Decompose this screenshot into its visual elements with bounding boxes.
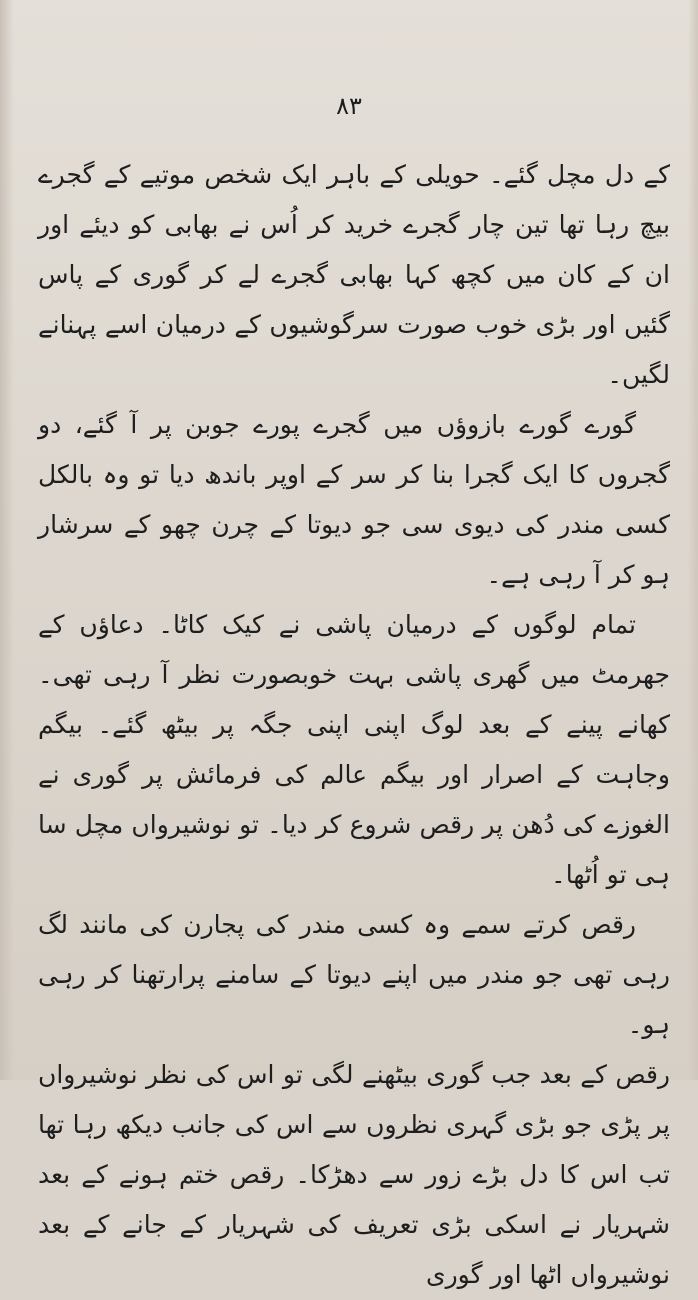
page-number: ۸۳: [336, 92, 362, 120]
paragraph-1: کے دل مچل گئے۔ حویلی کے باہر ایک شخص موتیے کے گجرے بیچ رہا تھا تین چار گجرے خرید کر اُس نے بھابی کو دیئے اور ان کے کان میں کچھ کہا بھابی گجرے لے کر گوری کے پاس گئیں اور بڑی خوب صورت سرگوشیوں کے درمیان اسے پہنانے لگیں۔: [38, 160, 670, 389]
page-body-text: [38, 150, 670, 1300]
paragraph-4: رقص کرتے سمے وہ کسی مندر کی پجارن کی مانند لگ رہی تھی جو مندر میں اپنے دیوتا کے سامنے پرارتھنا کر رہی ہو۔: [38, 910, 670, 1039]
paragraph-2: گورے گورے بازوؤں میں گجرے پورے جوبن پر آ گئے، دو گجروں کا ایک گجرا بنا کر سر کے اوپر باندھ دیا تو وہ بالکل کسی مندر کی دیوی سی جو دیوتا کے چرن چھو کے سرشار ہو کر آ رہی ہے۔: [38, 410, 670, 589]
paragraph-5: رقص کے بعد جب گوری بیٹھنے لگی تو اس کی نظر نوشیرواں پر پڑی جو بڑی گہری نظروں سے اس کی جانب دیکھ رہا تھا تب اس کا دل بڑے زور سے دھڑکا۔ رقص ختم ہونے کے بعد شہریار نے اسکی بڑی تعریف کی شہریار کے جانے کے بعد نوشیرواں اٹھا اور گوری: [38, 1060, 670, 1289]
paragraph-3: تمام لوگوں کے درمیان پاشی نے کیک کاٹا۔ دعاؤں کے جھرمٹ میں گھری پاشی بہت خوبصورت نظر آ رہی تھی۔ کھانے پینے کے بعد لوگ اپنی اپنی جگہ پر بیٹھ گئے۔ بیگم وجاہت کے اصرار اور بیگم عالم کی فرمائش پر گوری نے الغوزے کی دُھن پر رقص شروع کر دیا۔ تو نوشیرواں مچل سا ہی تو اُٹھا۔: [38, 610, 670, 889]
